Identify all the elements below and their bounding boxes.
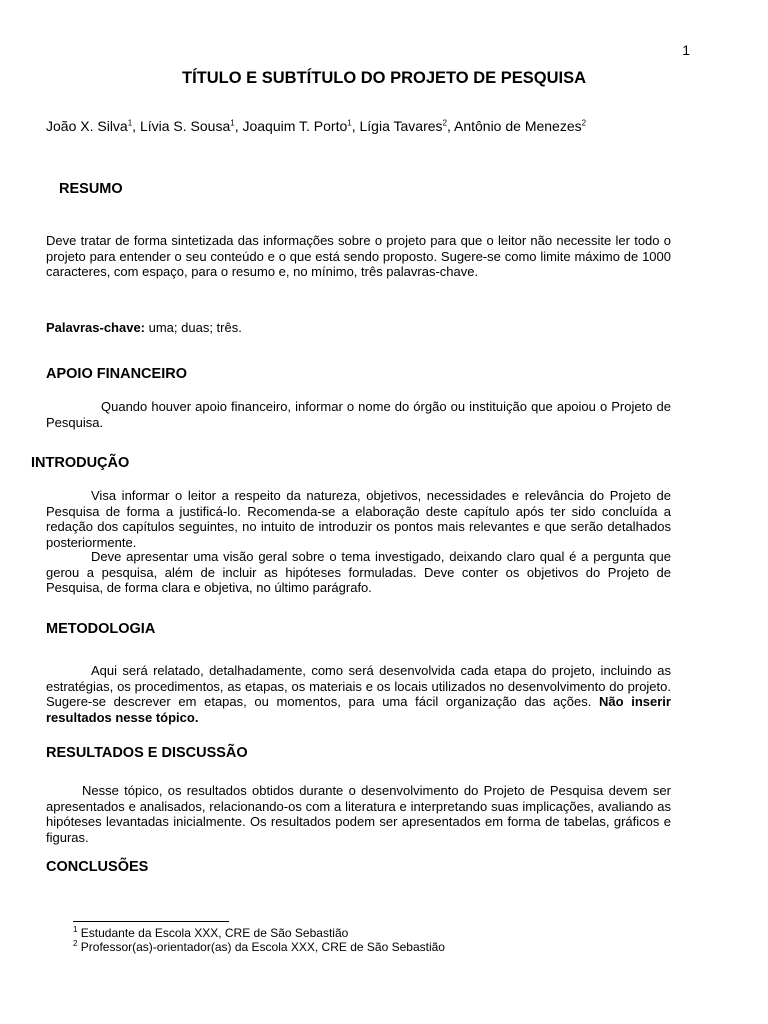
author-affiliation-mark: 2 — [581, 118, 587, 128]
author-name: Antônio de Menezes — [453, 118, 582, 134]
footnote-text: Professor(as)-orientador(as) da Escola XXX, CRE de São Sebastião — [77, 940, 445, 954]
author-name: Joaquim T. Porto — [242, 118, 348, 134]
resumo-text: Deve tratar de forma sintetizada das informações sobre o projeto para que o leitor não necessite ler todo o projeto para entender o seu conteúdo e o que está sendo proposto. Sugere-se como limite máximo de 1000 caracteres, com espaço, para o resumo e, no mínimo, três palavras-chave. — [46, 233, 671, 280]
introducao-paragraph-1: Visa informar o leitor a respeito da natureza, objetivos, necessidades e relevância do Projeto de Pesquisa de forma a justificá-lo. Recomenda-se a elaboração deste capítulo após ter sido concluída a redação dos capítulos seguintes, no intuito de introduzir os pontos mais relevantes e que serão detalhados posteriormente. — [46, 488, 671, 550]
keywords-value: uma; duas; três. — [145, 320, 242, 335]
section-heading-resultados: RESULTADOS E DISCUSSÃO — [46, 745, 248, 761]
section-heading-introducao: INTRODUÇÃO — [31, 455, 130, 471]
footnote-text: Estudante da Escola XXX, CRE de São Sebastião — [77, 926, 349, 940]
resultados-text: Nesse tópico, os resultados obtidos durante o desenvolvimento do Projeto de Pesquisa devem ser apresentados e analisados, relacionando-os com a literatura e interpretando suas implicações, avaliando as hipóteses levantadas inicialmente. Os resultados podem ser apresentados em forma de tabelas, gráficos e figuras. — [46, 783, 671, 845]
footnote-1 — [73, 925, 348, 940]
page-number: 1 — [682, 42, 690, 58]
author-affiliation-mark: 1 — [347, 118, 352, 128]
keywords-line — [46, 320, 242, 335]
author-list: João X. Silva$^1$, Lívia S. Sousa$^1$, Joaquim T. Porto$^1$, Lígia Tavares$^2$, Antônio de Menezes$^2$ — [46, 118, 587, 134]
footnote-separator — [73, 921, 229, 922]
metodologia-warning: Não inserir resultados nesse tópico. — [46, 694, 671, 725]
footnote-2 — [73, 939, 445, 954]
author-name: Lívia S. Sousa — [139, 118, 231, 134]
introducao-paragraph-2: Deve apresentar uma visão geral sobre o tema investigado, deixando claro qual é a pergunta que gerou a pesquisa, além de incluir as hipóteses formuladas. Deve conter os objetivos do Projeto de Pesquisa, de forma clara e objetiva, no último parágrafo. — [46, 549, 671, 596]
author-name: João X. Silva — [46, 118, 128, 134]
footnote-mark: 1 — [73, 925, 78, 934]
author-affiliation-mark: 2 — [442, 118, 447, 128]
section-heading-conclusoes: CONCLUSÕES — [46, 859, 149, 875]
metodologia-body: Aqui será relatado, detalhadamente, como será desenvolvida cada etapa do projeto, incluindo as estratégias, os procedimentos, as etapas, os materiais e os locais utilizados no desenvolvimento do projeto. Sugere-se descrever em etapas, ou momentos, para uma fácil organização das ações. — [46, 663, 671, 710]
apoio-text: Quando houver apoio financeiro, informar o nome do órgão ou instituição que apoiou o Projeto de Pesquisa. — [46, 399, 671, 430]
author-name: Lígia Tavares — [359, 118, 443, 134]
document-title: TÍTULO E SUBTÍTULO DO PROJETO DE PESQUISA — [182, 69, 586, 87]
section-heading-apoio: APOIO FINANCEIRO — [46, 366, 187, 382]
section-heading-metodologia: METODOLOGIA — [46, 621, 156, 637]
author-affiliation-mark: 1 — [230, 118, 235, 128]
section-heading-resumo: RESUMO — [59, 181, 123, 197]
keywords-label: Palavras-chave: — [46, 320, 146, 335]
footnote-mark: 2 — [73, 939, 78, 948]
author-affiliation-mark: 1 — [127, 118, 133, 128]
metodologia-text — [46, 663, 671, 725]
